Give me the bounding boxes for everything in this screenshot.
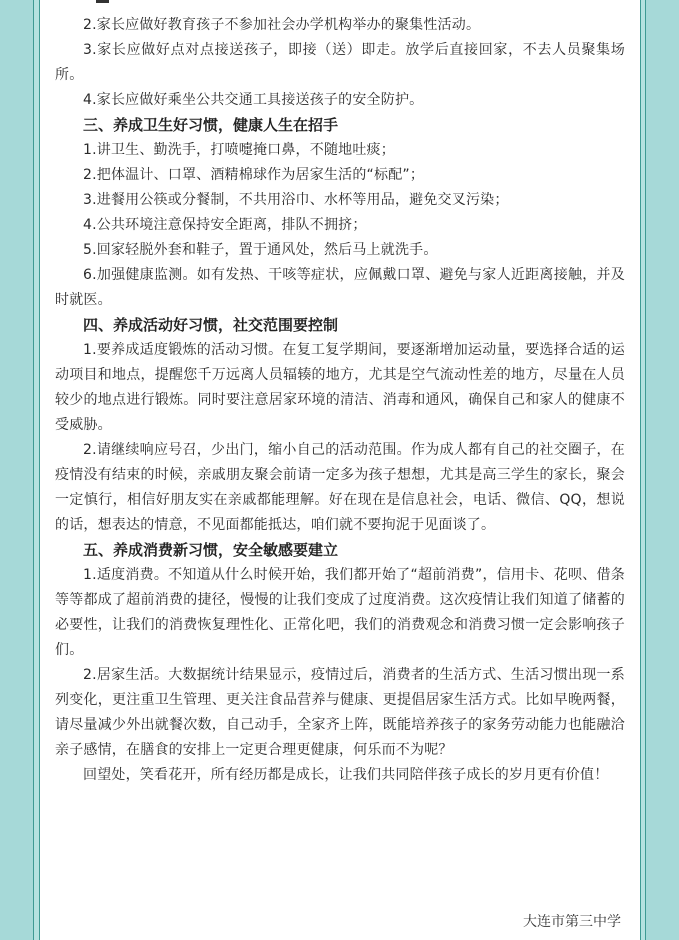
right-border-frame [640,0,646,940]
document-page [40,0,640,940]
section3-item-6: 6.加强健康监测。如有发热、干咳等症状，应佩戴口罩、避免与家人近距离接触，并及时就医。 [55,267,625,308]
section2-item-3: 3.家长应做好点对点接送孩子，即接（送）即走。放学后直接回家，不去人员聚集场所。 [55,42,625,83]
section3-item-3: 3.进餐用公筷或分餐制，不共用浴巾、水杯等用品，避免交叉污染； [83,192,509,208]
section3-item-5: 5.回家轻脱外套和鞋子，置于通风处，然后马上就洗手。 [83,242,438,258]
section3-item-2: 2.把体温计、口罩、酒精棉球作为居家生活的“标配”； [83,167,425,183]
left-border-frame [33,0,40,940]
section5-item-2: 2.居家生活。大数据统计结果显示，疫情过后，消费者的生活方式、生活习惯出现一系列变化，更注重卫生管理、更关注食品营养与健康、更提倡居家生活方式。比如早晚两餐，请尽量减少外出就餐次数，自己动手，全家齐上阵，既能培养孩子的家务劳动能力也能融洽亲子感情，在膳食的安排上一定更合理更健康，何乐而不为呢？ [55,667,625,758]
section4-item-1: 1.要养成适度锻炼的活动习惯。在复工复学期间，要逐渐增加运动量，要选择合适的运动项目和地点，提醒您千万远离人员辐辏的地方，尤其是空气流动性差的地方，尽量在人员较少的地点进行锻炼。同时要注意居家环境的清洁、消毒和通风，确保自己和家人的健康不受威胁。 [55,342,625,433]
section5-item-1: 1.适度消费。不知道从什么时候开始，我们都开始了“超前消费”，信用卡、花呗、借条等等都成了超前消费的捷径，慢慢的让我们变成了过度消费。这次疫情让我们知道了储蓄的必要性，让我们的消费恢复理性化、正常化吧，我们的消费观念和消费习惯一定会影响孩子们。 [55,567,625,658]
document-content [55,0,625,788]
closing-paragraph: 回望处，笑看花开，所有经历都是成长，让我们共同陪伴孩子成长的岁月更有价值！ [83,767,609,783]
section4-heading: 四、养成活动好习惯，社交范围要控制 [83,316,339,334]
section4-item-2: 2.请继续响应号召，少出门，缩小自己的活动范围。作为成人都有自己的社交圈子，在疫情没有结束的时候，亲戚朋友聚会前请一定多为孩子想想，尤其是高三学生的家长，聚会一定慎行，相信好朋友实在亲戚都能理解。好在现在是信息社会，电话、微信、QQ，想说的话，想表达的情意，不见面都能抵达，咱们就不要拘泥于见面谈了。 [55,442,625,533]
section3-item-4: 4.公共环境注意保持安全距离，排队不拥挤； [83,217,367,233]
section2-item-4: 4.家长应做好乘坐公共交通工具接送孩子的安全防护。 [83,92,424,108]
section3-item-1: 1.讲卫生、勤洗手，打喷嚏掩口鼻，不随地吐痰； [83,142,395,158]
section3-heading: 三、养成卫生好习惯，健康人生在招手 [83,116,339,134]
school-signature: 大连市第三中学 [523,914,621,930]
section5-heading: 五、养成消费新习惯，安全敏感要建立 [83,541,339,559]
section2-item-2: 2.家长应做好教育孩子不参加社会办学机构举办的聚集性活动。 [83,17,481,33]
